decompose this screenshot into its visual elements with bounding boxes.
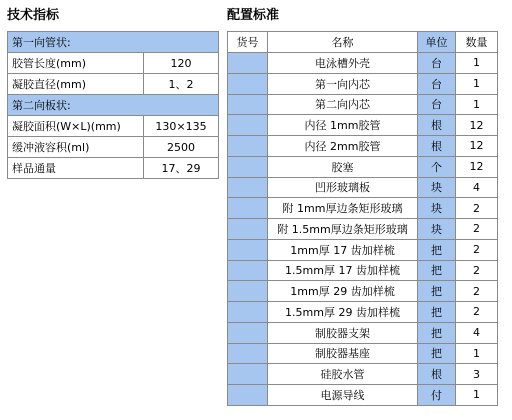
spec-value: 2500: [144, 137, 219, 158]
table-row: [228, 136, 498, 157]
spec-row: [8, 158, 219, 179]
name-cell: 电源导线: [268, 385, 418, 406]
table-row: [228, 364, 498, 385]
code-cell: [228, 322, 268, 343]
section-heading-row: [8, 32, 219, 53]
name-cell: 制胶器支架: [268, 322, 418, 343]
name-cell: 1.5mm厚 29 齿加样梳: [268, 302, 418, 323]
unit-cell: 把: [418, 281, 456, 302]
qty-cell: 12: [456, 115, 498, 136]
name-cell: 凹形玻璃板: [268, 177, 418, 198]
qty-cell: 2: [456, 198, 498, 219]
spec-label: 胶管长度(mm): [8, 53, 144, 74]
spec-label: 缓冲液容积(ml): [8, 137, 144, 158]
table-row: [228, 94, 498, 115]
code-cell: [228, 385, 268, 406]
spec-value: 130×135: [144, 116, 219, 137]
tech-specs-table: [7, 31, 219, 179]
table-row: [228, 302, 498, 323]
table-row: [228, 53, 498, 74]
config-title: 配置标准: [227, 8, 280, 23]
spec-row: [8, 53, 219, 74]
table-row: [228, 281, 498, 302]
spec-value: 1、2: [144, 74, 219, 95]
name-cell: 附 1.5mm厚边条矩形玻璃: [268, 219, 418, 240]
table-row: [228, 219, 498, 240]
qty-cell: 2: [456, 260, 498, 281]
spec-value: 17、29: [144, 158, 219, 179]
code-cell: [228, 343, 268, 364]
tech-specs-title: 技术指标: [7, 8, 60, 23]
qty-cell: 12: [456, 156, 498, 177]
spec-row: [8, 116, 219, 137]
spec-label: 凝胶直径(mm): [8, 74, 144, 95]
qty-cell: 2: [456, 281, 498, 302]
qty-cell: 1: [456, 73, 498, 94]
qty-cell: 4: [456, 177, 498, 198]
header-qty: 数量: [456, 32, 498, 53]
code-cell: [228, 260, 268, 281]
unit-cell: 块: [418, 198, 456, 219]
code-cell: [228, 53, 268, 74]
name-cell: 电泳槽外壳: [268, 53, 418, 74]
table-row: [228, 177, 498, 198]
code-cell: [228, 198, 268, 219]
unit-cell: 台: [418, 94, 456, 115]
qty-cell: 1: [456, 343, 498, 364]
name-cell: 内径 1mm胶管: [268, 115, 418, 136]
spec-row: [8, 137, 219, 158]
unit-cell: 台: [418, 73, 456, 94]
table-row: [228, 385, 498, 406]
unit-cell: 根: [418, 364, 456, 385]
section-heading: 第二向板状:: [8, 95, 219, 116]
name-cell: 1.5mm厚 17 齿加样梳: [268, 260, 418, 281]
unit-cell: 把: [418, 302, 456, 323]
table-row: [228, 115, 498, 136]
spec-label: 凝胶面积(W×L)(mm): [8, 116, 144, 137]
qty-cell: 2: [456, 219, 498, 240]
code-cell: [228, 156, 268, 177]
config-table: [227, 31, 498, 406]
header-code: 货号: [228, 32, 268, 53]
spec-label: 样品通量: [8, 158, 144, 179]
code-cell: [228, 177, 268, 198]
table-row: [228, 260, 498, 281]
name-cell: 第一向内芯: [268, 73, 418, 94]
table-row: [228, 156, 498, 177]
qty-cell: 1: [456, 385, 498, 406]
section-heading-row: [8, 95, 219, 116]
qty-cell: 3: [456, 364, 498, 385]
unit-cell: 台: [418, 53, 456, 74]
name-cell: 硅胶水管: [268, 364, 418, 385]
name-cell: 第二向内芯: [268, 94, 418, 115]
qty-cell: 4: [456, 322, 498, 343]
table-row: [228, 343, 498, 364]
qty-cell: 12: [456, 136, 498, 157]
code-cell: [228, 281, 268, 302]
qty-cell: 2: [456, 302, 498, 323]
unit-cell: 把: [418, 239, 456, 260]
code-cell: [228, 302, 268, 323]
name-cell: 内径 2mm胶管: [268, 136, 418, 157]
config-header-row: [228, 32, 498, 53]
name-cell: 1mm厚 17 齿加样梳: [268, 239, 418, 260]
unit-cell: 付: [418, 385, 456, 406]
unit-cell: 把: [418, 343, 456, 364]
header-unit: 单位: [418, 32, 456, 53]
unit-cell: 根: [418, 115, 456, 136]
name-cell: 胶塞: [268, 156, 418, 177]
unit-cell: 把: [418, 322, 456, 343]
code-cell: [228, 136, 268, 157]
spec-value: 120: [144, 53, 219, 74]
code-cell: [228, 94, 268, 115]
code-cell: [228, 239, 268, 260]
header-name: 名称: [268, 32, 418, 53]
code-cell: [228, 73, 268, 94]
code-cell: [228, 364, 268, 385]
unit-cell: 块: [418, 219, 456, 240]
table-row: [228, 198, 498, 219]
code-cell: [228, 219, 268, 240]
table-row: [228, 239, 498, 260]
table-row: [228, 73, 498, 94]
unit-cell: 根: [418, 136, 456, 157]
config-body: [228, 53, 498, 406]
unit-cell: 把: [418, 260, 456, 281]
section-heading: 第一向管状:: [8, 32, 219, 53]
qty-cell: 1: [456, 94, 498, 115]
qty-cell: 1: [456, 53, 498, 74]
name-cell: 制胶器基座: [268, 343, 418, 364]
qty-cell: 2: [456, 239, 498, 260]
name-cell: 1mm厚 29 齿加样梳: [268, 281, 418, 302]
name-cell: 附 1mm厚边条矩形玻璃: [268, 198, 418, 219]
table-row: [228, 322, 498, 343]
code-cell: [228, 115, 268, 136]
unit-cell: 块: [418, 177, 456, 198]
spec-row: [8, 74, 219, 95]
unit-cell: 个: [418, 156, 456, 177]
